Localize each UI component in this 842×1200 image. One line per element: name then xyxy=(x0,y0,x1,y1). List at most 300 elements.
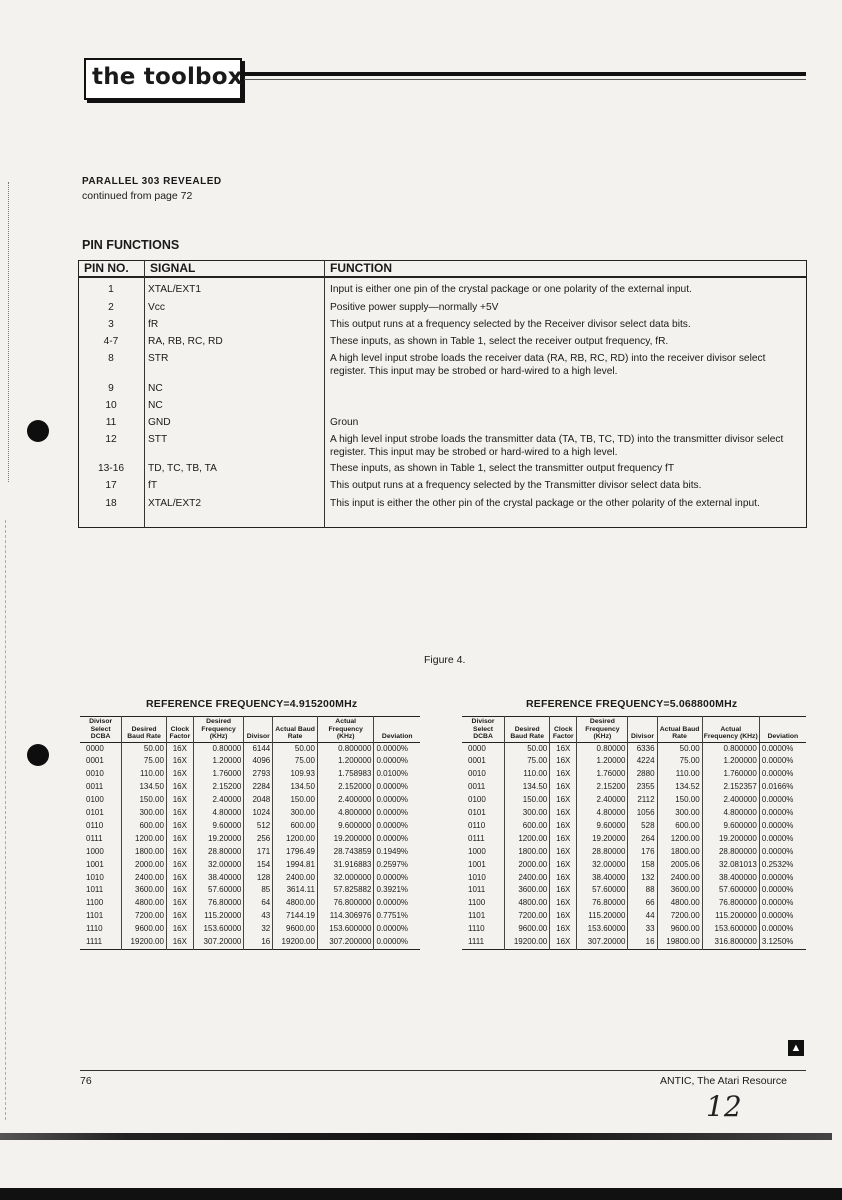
frequency-table-left xyxy=(80,716,420,950)
frequency-cell: 19800.00 xyxy=(657,936,702,949)
frequency-cell: 0001 xyxy=(468,756,486,766)
frequency-cell: 300.00 xyxy=(122,807,167,820)
frequency-table-right xyxy=(462,716,806,950)
frequency-cell: 16X xyxy=(166,936,193,949)
frequency-cell: 1200.00 xyxy=(273,833,318,846)
frequency-cell: 134.50 xyxy=(505,781,550,794)
pin-number: 4-7 xyxy=(103,336,119,347)
frequency-cell: 115.20000 xyxy=(577,910,628,923)
frequency-cell: 2.40000 xyxy=(193,794,244,807)
frequency-cell: 0.0000% xyxy=(759,768,806,781)
frequency-row xyxy=(80,846,420,859)
frequency-cell: 132 xyxy=(628,872,657,885)
frequency-row xyxy=(462,781,806,794)
frequency-cell: 38.40000 xyxy=(193,872,244,885)
frequency-cell: 0.0000% xyxy=(374,897,420,910)
frequency-cell: 134.52 xyxy=(657,781,702,794)
frequency-cell: 0.800000 xyxy=(702,742,759,755)
publication-name: ANTIC, The Atari Resource xyxy=(660,1075,788,1087)
frequency-cell: 7144.19 xyxy=(273,910,318,923)
frequency-cell: 16X xyxy=(550,755,577,768)
frequency-cell: 16X xyxy=(166,768,193,781)
frequency-cell: 0.0000% xyxy=(374,923,420,936)
frequency-cell: 16X xyxy=(550,923,577,936)
pin-signal: fT xyxy=(148,480,158,491)
frequency-cell: 2880 xyxy=(628,768,657,781)
frequency-cell: 76.800000 xyxy=(702,897,759,910)
frequency-cell: 1100 xyxy=(86,898,104,908)
frequency-cell: 16X xyxy=(550,910,577,923)
frequency-cell: 1011 xyxy=(468,885,486,895)
frequency-row xyxy=(462,936,806,949)
pin-function: Positive power supply—normally +5V xyxy=(330,302,499,313)
frequency-cell: 16X xyxy=(166,820,193,833)
frequency-cell: 1200.00 xyxy=(122,833,167,846)
frequency-cell: 2.40000 xyxy=(577,794,628,807)
frequency-cell: 171 xyxy=(244,846,273,859)
frequency-row xyxy=(80,742,420,755)
frequency-cell: 75.00 xyxy=(505,755,550,768)
pin-function: This input is either the other pin of the crystal package or the other polarity of the external input. xyxy=(330,498,760,509)
frequency-cell: 2400.00 xyxy=(122,872,167,885)
frequency-cell: 600.00 xyxy=(505,820,550,833)
frequency-cell: 0.0000% xyxy=(759,897,806,910)
pin-signal: fR xyxy=(148,319,159,330)
frequency-table-body xyxy=(462,742,806,950)
frequency-cell: 2.152357 xyxy=(702,781,759,794)
frequency-cell: 1994.81 xyxy=(273,859,318,872)
frequency-cell: 0.0000% xyxy=(759,742,806,755)
frequency-cell: 2.15200 xyxy=(577,781,628,794)
figure-caption: Figure 4. xyxy=(424,654,466,666)
frequency-cell: 0.0100% xyxy=(374,768,420,781)
frequency-cell: 2.400000 xyxy=(702,794,759,807)
frequency-row xyxy=(80,755,420,768)
frequency-cell: 16X xyxy=(166,884,193,897)
pin-signal: Vcc xyxy=(148,302,165,313)
frequency-cell: 16X xyxy=(166,807,193,820)
frequency-row xyxy=(462,884,806,897)
col-header: Desired Frequency (KHz) xyxy=(577,717,628,743)
frequency-cell: 134.50 xyxy=(273,781,318,794)
pin-table-header-signal: SIGNAL xyxy=(150,261,196,275)
frequency-cell: 600.00 xyxy=(657,820,702,833)
frequency-cell: 0.0000% xyxy=(374,872,420,885)
frequency-row xyxy=(80,884,420,897)
frequency-cell: 1200.00 xyxy=(505,833,550,846)
pin-number: 9 xyxy=(108,383,114,394)
frequency-cell: 528 xyxy=(628,820,657,833)
frequency-cell: 1.76000 xyxy=(193,768,244,781)
col-header: Divisor xyxy=(244,717,273,743)
frequency-cell: 4800.00 xyxy=(505,897,550,910)
page-number: 76 xyxy=(80,1075,92,1087)
frequency-cell: 300.00 xyxy=(273,807,318,820)
binder-hole-bottom xyxy=(27,744,49,766)
frequency-cell: 1.200000 xyxy=(317,755,374,768)
pin-number: 2 xyxy=(108,302,114,313)
frequency-cell: 176 xyxy=(628,846,657,859)
frequency-cell: 0.0000% xyxy=(374,794,420,807)
frequency-cell: 0.0000% xyxy=(374,755,420,768)
frequency-row xyxy=(80,820,420,833)
frequency-cell: 57.825882 xyxy=(317,884,374,897)
frequency-cell: 0010 xyxy=(86,769,104,779)
frequency-cell: 3600.00 xyxy=(505,884,550,897)
frequency-cell: 150.00 xyxy=(273,794,318,807)
frequency-cell: 28.80000 xyxy=(193,846,244,859)
frequency-row xyxy=(462,833,806,846)
frequency-cell: 1100 xyxy=(468,898,486,908)
frequency-row xyxy=(80,859,420,872)
frequency-cell: 1200.00 xyxy=(657,833,702,846)
frequency-cell: 153.600000 xyxy=(317,923,374,936)
frequency-cell: 16X xyxy=(550,781,577,794)
frequency-cell: 16X xyxy=(550,872,577,885)
frequency-cell: 4800.00 xyxy=(122,897,167,910)
frequency-cell: 28.800000 xyxy=(702,846,759,859)
frequency-cell: 32 xyxy=(244,923,273,936)
col-header: Deviation xyxy=(759,717,806,743)
frequency-cell: 1101 xyxy=(468,911,486,921)
frequency-cell: 38.400000 xyxy=(702,872,759,885)
frequency-row xyxy=(462,910,806,923)
frequency-cell: 300.00 xyxy=(657,807,702,820)
frequency-cell: 1796.49 xyxy=(273,846,318,859)
frequency-cell: 4.80000 xyxy=(193,807,244,820)
frequency-cell: 1000 xyxy=(468,846,486,856)
frequency-cell: 512 xyxy=(244,820,273,833)
frequency-cell: 33 xyxy=(628,923,657,936)
frequency-cell: 307.200000 xyxy=(317,936,374,949)
frequency-cell: 38.40000 xyxy=(577,872,628,885)
pin-function: This output runs at a frequency selected by the Receiver divisor select data bits. xyxy=(330,319,691,330)
frequency-cell: 150.00 xyxy=(505,794,550,807)
frequency-cell: 16X xyxy=(166,781,193,794)
pin-signal: XTAL/EXT1 xyxy=(148,284,202,295)
frequency-row xyxy=(80,897,420,910)
frequency-cell: 150.00 xyxy=(657,794,702,807)
frequency-cell: 31.916883 xyxy=(317,859,374,872)
frequency-cell: 0.0000% xyxy=(374,742,420,755)
pin-function: A high level input strobe loads the receiver data (RA, RB, RC, RD) into the receiver divisor select register. This input may be strobed or hard-wired to a high level. xyxy=(330,353,766,377)
frequency-cell: 9.600000 xyxy=(702,820,759,833)
pin-table-divider xyxy=(144,260,145,528)
col-header: Divisor xyxy=(628,717,657,743)
frequency-cell: 16X xyxy=(166,923,193,936)
frequency-cell: 600.00 xyxy=(273,820,318,833)
frequency-row xyxy=(80,910,420,923)
pin-table-header-rule xyxy=(78,276,807,278)
frequency-cell: 7200.00 xyxy=(505,910,550,923)
frequency-cell: 19200.00 xyxy=(505,936,550,949)
frequency-cell: 0.2532% xyxy=(759,859,806,872)
frequency-cell: 16X xyxy=(550,768,577,781)
frequency-cell: 1010 xyxy=(86,872,104,882)
frequency-cell: 0.0000% xyxy=(759,794,806,807)
frequency-cell: 0.3921% xyxy=(374,884,420,897)
frequency-cell: 1800.00 xyxy=(122,846,167,859)
frequency-cell: 307.20000 xyxy=(577,936,628,949)
frequency-row xyxy=(80,768,420,781)
frequency-cell: 0.0000% xyxy=(759,884,806,897)
frequency-cell: 4.80000 xyxy=(577,807,628,820)
scan-margin-dots xyxy=(8,182,11,482)
handwritten-page-number: 12 xyxy=(706,1090,742,1123)
frequency-cell: 0110 xyxy=(468,820,486,830)
frequency-cell: 16X xyxy=(550,936,577,949)
frequency-cell: 2005.06 xyxy=(657,859,702,872)
frequency-cell: 110.00 xyxy=(122,768,167,781)
frequency-cell: 19.200000 xyxy=(317,833,374,846)
frequency-cell: 16 xyxy=(628,936,657,949)
frequency-cell: 0.0000% xyxy=(374,820,420,833)
frequency-cell: 4224 xyxy=(628,755,657,768)
frequency-cell: 16X xyxy=(550,884,577,897)
frequency-cell: 88 xyxy=(628,884,657,897)
frequency-cell: 76.80000 xyxy=(577,897,628,910)
frequency-cell: 0001 xyxy=(86,756,104,766)
frequency-row xyxy=(462,768,806,781)
frequency-row xyxy=(80,807,420,820)
frequency-cell: 0100 xyxy=(86,795,104,805)
frequency-cell: 1.76000 xyxy=(577,768,628,781)
frequency-cell: 1001 xyxy=(86,859,104,869)
frequency-cell: 16X xyxy=(550,833,577,846)
article-kicker: PARALLEL 303 REVEALED xyxy=(82,176,222,187)
frequency-cell: 153.60000 xyxy=(577,923,628,936)
header-rule-thin xyxy=(244,79,806,80)
frequency-cell: 2.15200 xyxy=(193,781,244,794)
frequency-cell: 2048 xyxy=(244,794,273,807)
frequency-cell: 16X xyxy=(166,897,193,910)
frequency-cell: 2793 xyxy=(244,768,273,781)
frequency-cell: 19.20000 xyxy=(193,833,244,846)
frequency-cell: 2400.00 xyxy=(505,872,550,885)
frequency-cell: 1110 xyxy=(86,924,103,934)
pin-table-divider xyxy=(324,260,325,528)
scan-bottom-edge xyxy=(0,1188,842,1200)
col-header: Deviation xyxy=(374,717,420,743)
frequency-cell: 0000 xyxy=(86,743,104,753)
frequency-row xyxy=(462,755,806,768)
frequency-cell: 16X xyxy=(166,910,193,923)
frequency-cell: 0.0000% xyxy=(374,781,420,794)
frequency-cell: 154 xyxy=(244,859,273,872)
pin-function: Groun xyxy=(330,417,359,428)
pin-number: 18 xyxy=(105,498,117,509)
pin-number: 8 xyxy=(108,353,114,364)
frequency-cell: 75.00 xyxy=(657,755,702,768)
frequency-cell: 3600.00 xyxy=(657,884,702,897)
frequency-cell: 19.200000 xyxy=(702,833,759,846)
frequency-cell: 6144 xyxy=(244,742,273,755)
col-header: Actual Frequency (KHz) xyxy=(317,717,374,743)
scan-edge-bar xyxy=(0,1133,832,1140)
frequency-cell: 2284 xyxy=(244,781,273,794)
frequency-cell: 3600.00 xyxy=(122,884,167,897)
frequency-cell: 64 xyxy=(244,897,273,910)
frequency-cell: 0011 xyxy=(468,782,486,792)
frequency-cell: 76.800000 xyxy=(317,897,374,910)
frequency-cell: 158 xyxy=(628,859,657,872)
pin-signal: RA, RB, RC, RD xyxy=(148,336,223,347)
frequency-cell: 2000.00 xyxy=(505,859,550,872)
frequency-cell: 9600.00 xyxy=(273,923,318,936)
frequency-cell: 1101 xyxy=(86,911,104,921)
col-header: Clock Factor xyxy=(550,717,577,743)
frequency-cell: 110.00 xyxy=(505,768,550,781)
col-header: Desired Frequency (KHz) xyxy=(193,717,244,743)
pin-number: 1 xyxy=(108,284,114,295)
frequency-cell: 1.758983 xyxy=(317,768,374,781)
col-header: Clock Factor xyxy=(166,717,193,743)
header-rule-thick xyxy=(244,72,806,76)
frequency-cell: 0.0000% xyxy=(759,910,806,923)
frequency-cell: 300.00 xyxy=(505,807,550,820)
frequency-cell: 0.0000% xyxy=(759,846,806,859)
frequency-cell: 307.20000 xyxy=(193,936,244,949)
frequency-cell: 109.93 xyxy=(273,768,318,781)
frequency-cell: 7200.00 xyxy=(122,910,167,923)
frequency-cell: 0.1949% xyxy=(374,846,420,859)
frequency-cell: 0.7751% xyxy=(374,910,420,923)
footer-rule xyxy=(80,1070,806,1071)
frequency-cell: 2.152000 xyxy=(317,781,374,794)
frequency-cell: 1024 xyxy=(244,807,273,820)
frequency-row xyxy=(80,833,420,846)
frequency-cell: 0111 xyxy=(86,833,103,843)
frequency-cell: 76.80000 xyxy=(193,897,244,910)
frequency-cell: 1001 xyxy=(468,859,486,869)
frequency-cell: 50.00 xyxy=(657,742,702,755)
frequency-cell: 0.0000% xyxy=(374,833,420,846)
section-header-title: the toolbox xyxy=(92,64,243,90)
pin-functions-title: PIN FUNCTIONS xyxy=(82,238,180,252)
col-header: Actual Frequency (KHz) xyxy=(702,717,759,743)
frequency-cell: 9.600000 xyxy=(317,820,374,833)
frequency-cell: 19200.00 xyxy=(273,936,318,949)
frequency-cell: 4800.00 xyxy=(273,897,318,910)
frequency-cell: 2000.00 xyxy=(122,859,167,872)
frequency-cell: 153.60000 xyxy=(193,923,244,936)
frequency-cell: 0000 xyxy=(468,743,486,753)
frequency-cell: 9600.00 xyxy=(505,923,550,936)
frequency-cell: 16X xyxy=(550,794,577,807)
frequency-cell: 9600.00 xyxy=(122,923,167,936)
frequency-cell: 19.20000 xyxy=(577,833,628,846)
col-header: Desired Baud Rate xyxy=(505,717,550,743)
frequency-row xyxy=(462,807,806,820)
frequency-cell: 57.600000 xyxy=(702,884,759,897)
frequency-cell: 16X xyxy=(550,859,577,872)
frequency-cell: 0101 xyxy=(468,808,486,818)
frequency-cell: 256 xyxy=(244,833,273,846)
frequency-cell: 75.00 xyxy=(122,755,167,768)
frequency-cell: 0011 xyxy=(86,782,104,792)
frequency-cell: 0111 xyxy=(468,833,485,843)
pin-number: 3 xyxy=(108,319,114,330)
right-table-title: REFERENCE FREQUENCY=5.068800MHz xyxy=(526,698,738,710)
frequency-cell: 28.743859 xyxy=(317,846,374,859)
frequency-cell: 0.0166% xyxy=(759,781,806,794)
frequency-cell: 1010 xyxy=(468,872,486,882)
frequency-cell: 16X xyxy=(166,742,193,755)
pin-signal: NC xyxy=(148,383,163,394)
col-header: Divisor Select DCBA xyxy=(471,718,495,740)
frequency-cell: 0101 xyxy=(86,808,104,818)
frequency-cell: 16X xyxy=(550,820,577,833)
frequency-cell: 32.081013 xyxy=(702,859,759,872)
pin-number: 10 xyxy=(105,400,117,411)
frequency-cell: 4.800000 xyxy=(702,807,759,820)
frequency-cell: 110.00 xyxy=(657,768,702,781)
pin-table-header-function: FUNCTION xyxy=(330,261,392,275)
frequency-cell: 0.800000 xyxy=(317,742,374,755)
frequency-cell: 66 xyxy=(628,897,657,910)
frequency-cell: 1111 xyxy=(86,937,103,947)
frequency-cell: 0.0000% xyxy=(759,755,806,768)
pin-signal: NC xyxy=(148,400,163,411)
frequency-cell: 19200.00 xyxy=(122,936,167,949)
frequency-cell: 0.0000% xyxy=(374,807,420,820)
frequency-table-body xyxy=(80,742,420,950)
frequency-cell: 0.2597% xyxy=(374,859,420,872)
frequency-cell: 6336 xyxy=(628,742,657,755)
frequency-cell: 4096 xyxy=(244,755,273,768)
frequency-cell: 2355 xyxy=(628,781,657,794)
frequency-cell: 1111 xyxy=(468,937,485,947)
frequency-cell: 153.600000 xyxy=(702,923,759,936)
frequency-cell: 2.400000 xyxy=(317,794,374,807)
scan-margin-line xyxy=(5,520,7,1120)
frequency-cell: 600.00 xyxy=(122,820,167,833)
frequency-cell: 16X xyxy=(550,742,577,755)
frequency-cell: 9.60000 xyxy=(193,820,244,833)
frequency-cell: 32.000000 xyxy=(317,872,374,885)
frequency-cell: 32.00000 xyxy=(193,859,244,872)
frequency-cell: 114.306976 xyxy=(317,910,374,923)
frequency-cell: 85 xyxy=(244,884,273,897)
frequency-cell: 0.0000% xyxy=(374,936,420,949)
frequency-cell: 2400.00 xyxy=(657,872,702,885)
pin-signal: STT xyxy=(148,434,168,445)
pin-number: 17 xyxy=(105,480,117,491)
frequency-cell: 134.50 xyxy=(122,781,167,794)
frequency-cell: 0.0000% xyxy=(759,872,806,885)
frequency-cell: 4.800000 xyxy=(317,807,374,820)
pin-function: A high level input strobe loads the transmitter data (TA, TB, TC, TD) into the transmitter divisor select register. This input may be strobed or hard-wired to a high level. xyxy=(330,434,784,458)
frequency-cell: 0.0000% xyxy=(759,807,806,820)
pin-signal: GND xyxy=(148,417,171,428)
frequency-cell: 43 xyxy=(244,910,273,923)
frequency-cell: 57.60000 xyxy=(193,884,244,897)
binder-hole-top xyxy=(27,420,49,442)
frequency-row xyxy=(462,846,806,859)
frequency-cell: 16X xyxy=(166,833,193,846)
frequency-cell: 316.800000 xyxy=(702,936,759,949)
frequency-cell: 1800.00 xyxy=(505,846,550,859)
frequency-row xyxy=(80,794,420,807)
frequency-cell: 264 xyxy=(628,833,657,846)
pin-number: 13-16 xyxy=(97,463,125,474)
frequency-cell: 0100 xyxy=(468,795,486,805)
frequency-cell: 115.20000 xyxy=(193,910,244,923)
frequency-cell: 1.20000 xyxy=(577,755,628,768)
frequency-cell: 1800.00 xyxy=(657,846,702,859)
frequency-cell: 16X xyxy=(166,859,193,872)
frequency-cell: 28.80000 xyxy=(577,846,628,859)
